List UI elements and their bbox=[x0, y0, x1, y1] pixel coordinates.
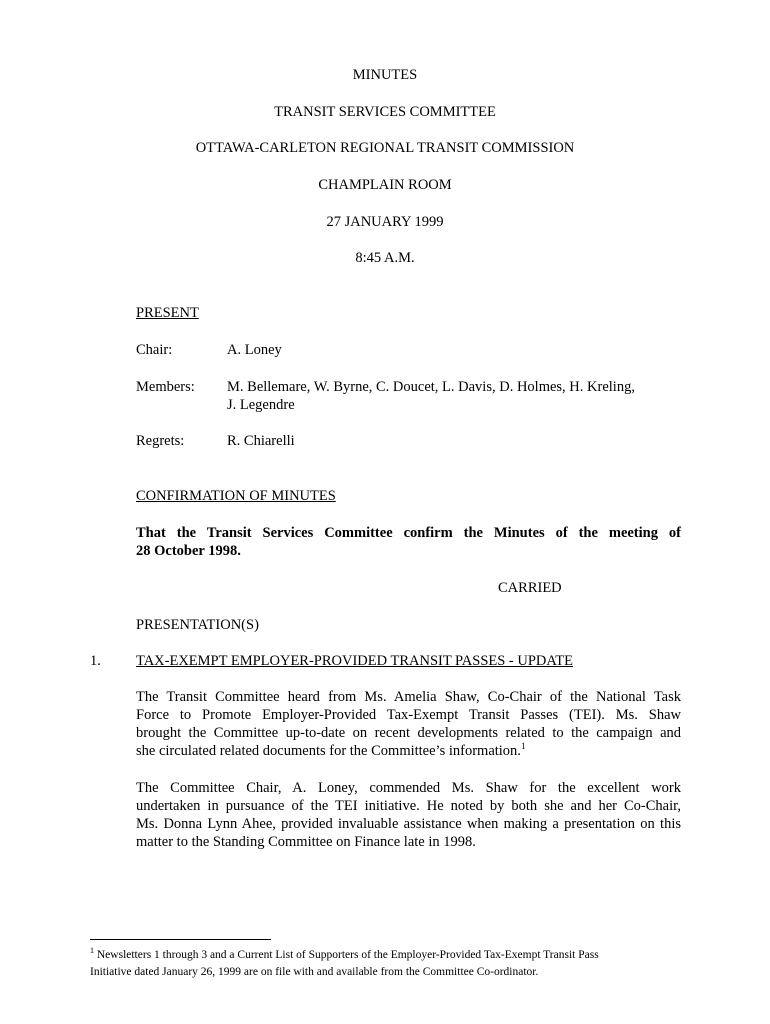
meeting-room: CHAMPLAIN ROOM bbox=[318, 177, 452, 193]
motion-line1: That the Transit Services Committee confirm the Minutes of the meeting of bbox=[136, 525, 681, 541]
para2-line2: undertaken in pursuance of the TEI initiative. He noted by both she and her Co-Chair, bbox=[136, 798, 681, 814]
members-label: Members: bbox=[136, 379, 195, 395]
item-number: 1. bbox=[90, 653, 101, 669]
present-heading: PRESENT bbox=[136, 305, 199, 321]
para2-line1: The Committee Chair, A. Loney, commended Ms. Shaw for the excellent work bbox=[136, 780, 681, 796]
para2-line3: Ms. Donna Lynn Ahee, provided invaluable assistance when making a presentation on this bbox=[136, 816, 681, 832]
para1-line2: Force to Promote Employer-Provided Tax-Exempt Transit Passes (TEI). Ms. Shaw bbox=[136, 707, 681, 723]
members-value-line2: J. Legendre bbox=[227, 397, 295, 413]
motion-result: CARRIED bbox=[498, 580, 562, 596]
confirmation-heading: CONFIRMATION OF MINUTES bbox=[136, 488, 336, 504]
presentations-heading: PRESENTATION(S) bbox=[136, 617, 259, 633]
para1-line3: brought the Committee up-to-date on recent developments related to the campaign and bbox=[136, 725, 681, 741]
item-title: TAX-EXEMPT EMPLOYER-PROVIDED TRANSIT PASSES - UPDATE bbox=[136, 653, 573, 669]
members-value-line1: M. Bellemare, W. Byrne, C. Doucet, L. Davis, D. Holmes, H. Kreling, bbox=[227, 379, 635, 395]
commission-name: OTTAWA-CARLETON REGIONAL TRANSIT COMMISSION bbox=[195, 140, 575, 156]
doc-type-heading: MINUTES bbox=[352, 67, 418, 83]
para1-line4: she circulated related documents for the Committee’s information.$^1$ bbox=[136, 741, 526, 759]
footnote-divider bbox=[90, 939, 271, 940]
footnote-reference: 1 bbox=[520, 741, 526, 752]
meeting-date: 27 JANUARY 1999 bbox=[326, 214, 444, 230]
chair-value: A. Loney bbox=[227, 342, 282, 358]
motion-line2: 28 October 1998. bbox=[136, 543, 241, 559]
chair-label: Chair: bbox=[136, 342, 173, 358]
regrets-value: R. Chiarelli bbox=[227, 433, 295, 449]
regrets-label: Regrets: bbox=[136, 433, 185, 449]
para1-line1: The Transit Committee heard from Ms. Amelia Shaw, Co-Chair of the National Task bbox=[136, 689, 681, 705]
committee-name: TRANSIT SERVICES COMMITTEE bbox=[274, 104, 496, 120]
footnote bbox=[90, 947, 690, 981]
para2-line4: matter to the Standing Committee on Finance late in 1998. bbox=[136, 834, 476, 850]
footnote-line2: Initiative dated January 26, 1999 are on file with and available from the Committee Co-ordinator. bbox=[90, 966, 539, 978]
meeting-time: 8:45 A.M. bbox=[355, 250, 415, 266]
footnote-line1: $^1$ Newsletters 1 through 3 and a Current List of Supporters of the Employer-Provided Tax-Exempt Transit Pass bbox=[90, 946, 599, 961]
footnote-number: 1 bbox=[90, 946, 94, 956]
